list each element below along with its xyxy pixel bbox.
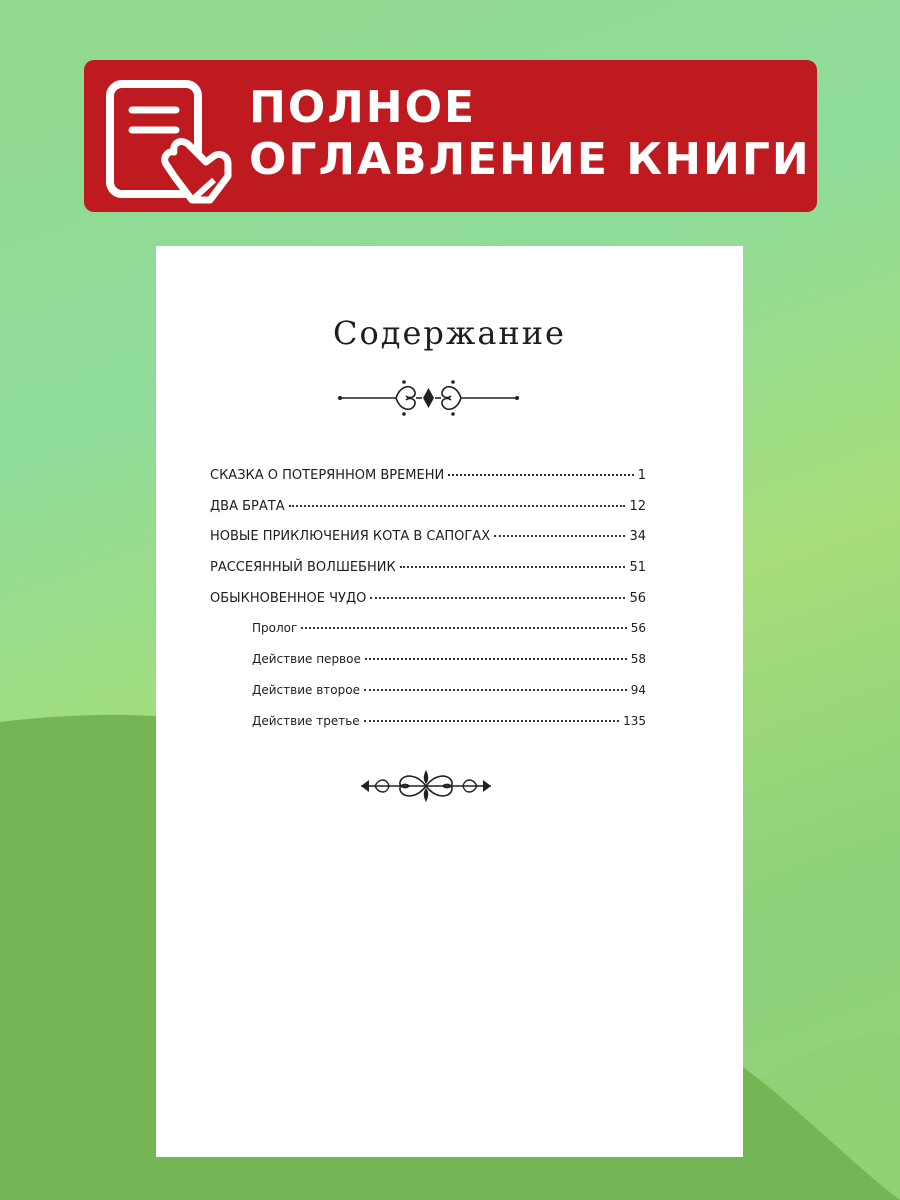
toc-subentry-title: Пролог bbox=[252, 621, 298, 636]
toc-leader-dots bbox=[494, 535, 625, 537]
toc-subentry-page: 58 bbox=[630, 652, 646, 667]
toc-entry-title: ОБЫКНОВЕННОЕ ЧУДО bbox=[210, 590, 367, 606]
toc-entry bbox=[210, 591, 646, 622]
toc-subentry bbox=[210, 652, 646, 683]
document-hand-icon bbox=[106, 80, 236, 204]
toc-subentry-title: Действие второе bbox=[252, 682, 360, 697]
book-page bbox=[156, 246, 743, 1157]
toc-subentry-page: 94 bbox=[630, 682, 646, 697]
banner-title-line1: ПОЛНОЕ bbox=[249, 82, 477, 133]
toc-subentry bbox=[210, 683, 646, 714]
toc-entry bbox=[210, 468, 646, 499]
table-of-contents bbox=[210, 468, 646, 744]
toc-entry-page: 51 bbox=[629, 560, 646, 576]
page-title: Содержание bbox=[333, 314, 566, 352]
toc-entry-page: 34 bbox=[629, 529, 646, 545]
toc-leader-dots bbox=[364, 720, 619, 722]
header-banner bbox=[84, 60, 817, 212]
toc-subentry-page: 56 bbox=[630, 621, 646, 636]
toc-leader-dots bbox=[365, 658, 627, 660]
toc-leader-dots bbox=[289, 505, 626, 507]
toc-entry bbox=[210, 560, 646, 591]
toc-subentry bbox=[210, 621, 646, 652]
toc-leader-dots bbox=[301, 627, 626, 629]
banner-title-line2: ОГЛАВЛЕНИЕ КНИГИ bbox=[249, 134, 811, 185]
toc-entry bbox=[210, 499, 646, 530]
toc-leader-dots bbox=[370, 597, 625, 599]
toc-subentry-title: Действие первое bbox=[252, 652, 361, 667]
flourish-ornament-icon bbox=[357, 764, 495, 808]
toc-entry-title: РАССЕЯННЫЙ ВОЛШЕБНИК bbox=[210, 560, 396, 576]
toc-subentry-page: 135 bbox=[623, 713, 646, 728]
toc-entry-title: НОВЫЕ ПРИКЛЮЧЕНИЯ КОТА В САПОГАХ bbox=[210, 529, 491, 545]
toc-entry-page: 12 bbox=[629, 498, 646, 514]
toc-leader-dots bbox=[364, 689, 627, 691]
toc-subentry-title: Действие третье bbox=[252, 713, 360, 728]
toc-entry-title: СКАЗКА О ПОТЕРЯННОМ ВРЕМЕНИ bbox=[210, 468, 445, 483]
toc-subentry bbox=[210, 714, 646, 745]
banner-title bbox=[249, 82, 811, 186]
toc-entry-title: ДВА БРАТА bbox=[210, 498, 285, 514]
flourish-divider-icon bbox=[336, 376, 521, 420]
toc-entry-page: 1 bbox=[637, 468, 646, 483]
toc-entry bbox=[210, 529, 646, 560]
toc-leader-dots bbox=[400, 566, 626, 568]
toc-entry-page: 56 bbox=[629, 590, 646, 606]
toc-leader-dots bbox=[448, 474, 633, 476]
